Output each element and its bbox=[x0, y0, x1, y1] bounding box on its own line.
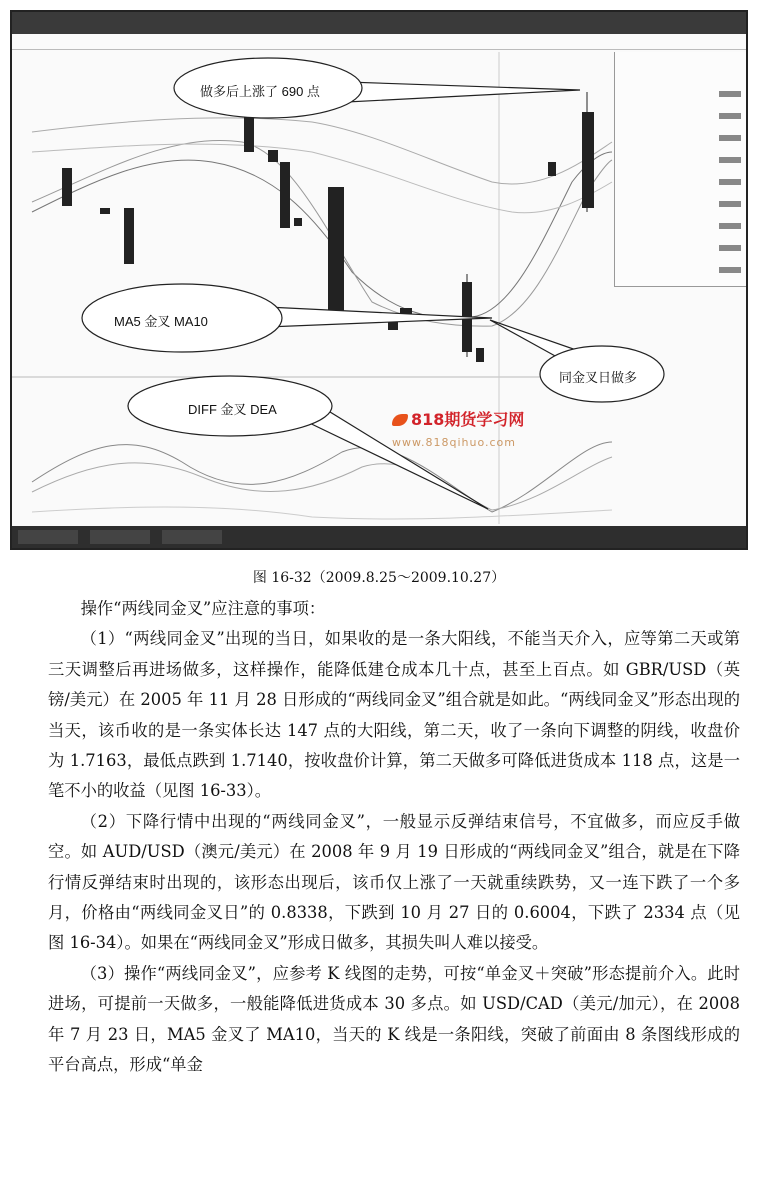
candle bbox=[548, 162, 556, 176]
candle bbox=[62, 168, 72, 206]
watermark-logo: 818期货学习网 bbox=[392, 407, 524, 430]
body-text bbox=[48, 594, 740, 1081]
callout-same-day bbox=[490, 320, 664, 402]
chart-bottom-tabs bbox=[12, 526, 746, 548]
diff-line bbox=[32, 442, 612, 512]
candle bbox=[244, 116, 254, 152]
macd-baseline bbox=[32, 507, 612, 519]
figure-caption: 图 16-32（2009.8.25～2009.10.27） bbox=[252, 570, 506, 586]
quote-side-panel bbox=[614, 52, 748, 287]
callout-diff-cross-text: DIFF 金叉 DEA bbox=[188, 402, 277, 417]
intro-paragraph: 操作“两线同金叉”应注意的事项： bbox=[80, 599, 326, 618]
candle bbox=[124, 208, 134, 264]
candle bbox=[280, 162, 290, 228]
paragraph-3: （3）操作“两线同金叉”，应参考 K 线图的走势，可按“单金叉＋突破”形态提前介入。此时进场，可提前一天做多，一般能降低进货成本 30 多点。如 USD/CAD（美元/加元），在 2008 年 7 月 23 日，MA5 金叉了 MA10，当天的 K 线是一条阳线，突破了前面由 8 条图线形成的平台高点，形成“单金 bbox=[48, 963, 740, 1075]
candle bbox=[328, 187, 344, 319]
callout-rise-text: 做多后上涨了 690 点 bbox=[200, 84, 320, 99]
callout-ma-cross-text: MA5 金叉 MA10 bbox=[114, 314, 208, 329]
chart-screenshot-figure bbox=[10, 10, 748, 550]
dea-line bbox=[32, 457, 612, 510]
candle bbox=[268, 150, 278, 162]
watermark-url: www.818qihuo.com bbox=[392, 436, 516, 449]
candle bbox=[100, 208, 110, 214]
panel-title bbox=[615, 52, 748, 60]
paragraph-1: （1）“两线同金叉”出现的当日，如果收的是一条大阳线，不能当天介入，应等第二天或第三天调整后再进场做多，这样操作，能降低建仓成本几十点，甚至上百点。如 GBR/USD（英镑/美元）在 2005 年 11 月 28 日形成的“两线同金叉”组合就是如此。“两线同金叉”形态出现的当天，该币收的是一条实体长达 147 点的大阳线，第二天，收了一条向下调整的阴线，收盘价为 1.7163，最低点跌到 1.7140，按收盘价计算，第二天做多可降低进货成本 118 点，这是一笔不小的收益（见图 16-33）。 bbox=[48, 629, 740, 801]
ma-line-3 bbox=[32, 118, 612, 184]
ma-line-4 bbox=[32, 144, 612, 213]
candle bbox=[582, 112, 594, 208]
candle bbox=[476, 348, 484, 362]
callout-same-day-text: 同金叉日做多 bbox=[559, 370, 638, 385]
paragraph-2: （2）下降行情中出现的“两线同金叉”，一般显示反弹结束信号，不宜做多，而应反手做空。如 AUD/USD（澳元/美元）在 2008 年 9 月 19 日形成的“两线同金叉”组合，就是在下降行情反弹结束时出现的，该形态出现后，该币仅上涨了一天就重续跌势，又一连下跌了一个多月，价格由“两线同金叉日”的 0.8338，下跌到 10 月 27 日的 0.6004，下跌了 2334 点（见图 16-34）。如果在“两线同金叉”形成日做多，其损失叫人难以接受。 bbox=[48, 811, 740, 953]
flame-logo-icon bbox=[392, 414, 408, 426]
candle bbox=[294, 218, 302, 226]
